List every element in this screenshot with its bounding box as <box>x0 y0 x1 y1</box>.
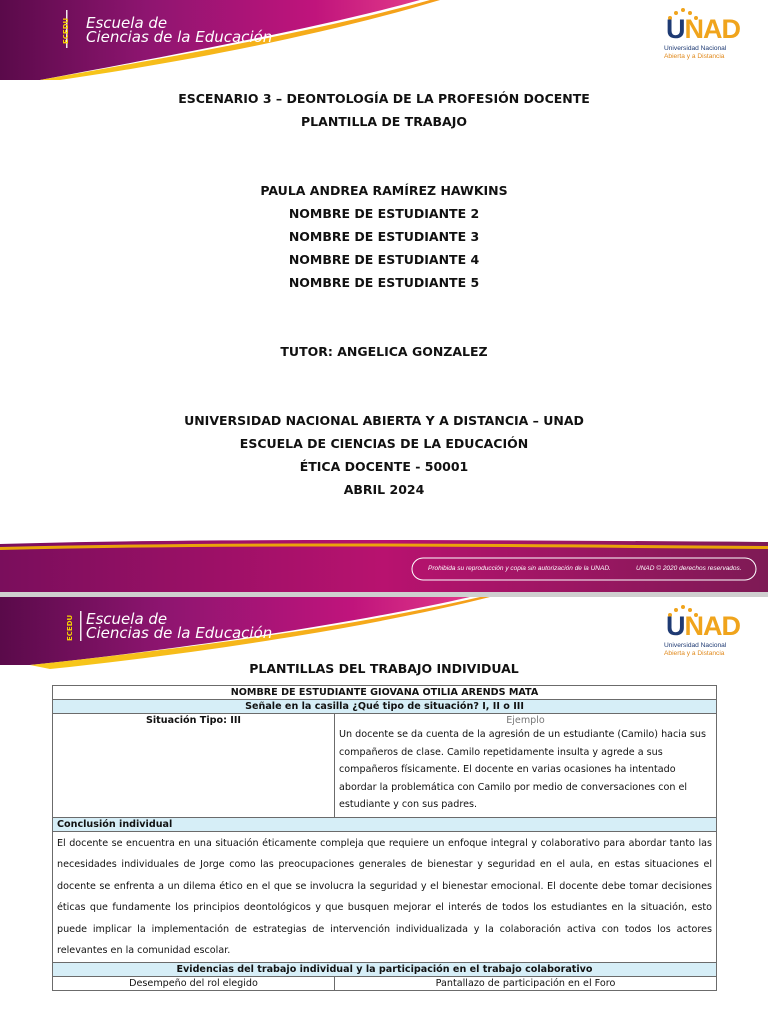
unad-logo <box>660 6 744 66</box>
school-name-line2: Ciencias de la Educación <box>86 624 273 642</box>
unad-logo <box>660 603 744 663</box>
logo-subtitle-2: Abierta y a Distancia <box>664 650 725 657</box>
course-name: ÉTICA DOCENTE - 50001 <box>299 459 469 474</box>
student-list <box>0 179 768 294</box>
situation-type-cell: Situación Tipo: III <box>53 714 335 818</box>
school-name-line1: Escuela de <box>86 14 168 32</box>
student-name: PAULA ANDREA RAMÍREZ HAWKINS <box>260 183 508 198</box>
example-text: Un docente se da cuenta de la agresión de un estudiante (Camilo) hacia sus compañeros de clase. Camilo repetidamente insulta y agrede a sus compañeros físicamente. El docente en varias ocasiones ha intentado abordar la problemática con Camilo por medio de conversaciones con el estudiante y con sus padres. <box>339 729 706 811</box>
role-performance-header: Desempeño del rol elegido <box>53 977 335 991</box>
individual-work-title: PLANTILLAS DEL TRABAJO INDIVIDUAL <box>249 661 519 676</box>
forum-screenshot-header: Pantallazo de participación en el Foro <box>335 977 717 991</box>
student-name: NOMBRE DE ESTUDIANTE 2 <box>288 206 480 221</box>
footer-notice: Prohibida su reproducción y copia sin autorización de la UNAD. <box>428 565 611 572</box>
student-name: NOMBRE DE ESTUDIANTE 4 <box>288 252 480 267</box>
ecedu-mark: ECEDU <box>66 614 74 641</box>
scenario-title: ESCENARIO 3 – DEONTOLOGÍA DE LA PROFESIÓN DOCENTE <box>178 91 590 106</box>
student-name: NOMBRE DE ESTUDIANTE 5 <box>288 275 480 290</box>
tutor-name: TUTOR: ANGELICA GONZALEZ <box>280 344 488 359</box>
work-template-table <box>52 685 717 991</box>
logo-subtitle-2: Abierta y a Distancia <box>664 53 725 60</box>
footer-copyright: UNAD © 2020 derechos reservados. <box>636 565 742 572</box>
logo-subtitle-1: Universidad Nacional <box>664 45 727 52</box>
conclusion-header: Conclusión individual <box>53 818 717 832</box>
school-name-line2: Ciencias de la Educación <box>86 28 273 46</box>
school-name-line1: Escuela de <box>86 610 168 628</box>
tutor-block <box>0 340 768 363</box>
example-cell <box>335 714 717 818</box>
logo-wordmark: UNAD <box>666 611 740 641</box>
cover-title <box>0 87 768 133</box>
template-title: PLANTILLA DE TRABAJO <box>301 114 467 129</box>
institution-block <box>0 409 768 501</box>
header-banner <box>0 0 560 80</box>
evidence-header: Evidencias del trabajo individual y la participación en el trabajo colaborativo <box>53 963 717 977</box>
logo-subtitle-1: Universidad Nacional <box>664 642 727 649</box>
ecedu-mark: ECEDU <box>62 17 70 44</box>
student-name: NOMBRE DE ESTUDIANTE 3 <box>288 229 480 244</box>
student-row: NOMBRE DE ESTUDIANTE GIOVANA OTILIA ARENDS MATA <box>53 686 717 700</box>
date: ABRIL 2024 <box>343 482 425 497</box>
conclusion-text: El docente se encuentra en una situación éticamente compleja que requiere un enfoque integral y colaborativo para abordar tanto las necesidades individuales de Jorge como las preocupaciones generales de bienestar y seguridad en el aula, en estas situaciones el docente se enfrenta a un dilema ético en el que se involucra la seguridad y el bienestar emocional. El docente debe tomar decisiones éticas que fundamente los principios deontológicos y que busquen mejorar el interés de todos los estudiantes en la situación, esto puede implicar la implementación de estrategias de intervención individualizada y la colaboración activa con todos los actores relevantes en la comunidad escolar. <box>53 832 717 963</box>
university-name: UNIVERSIDAD NACIONAL ABIERTA Y A DISTANCIA – UNAD <box>184 413 584 428</box>
individual-work-page <box>0 597 768 1024</box>
question-row: Señale en la casilla ¿Qué tipo de situación? I, II o III <box>53 700 717 714</box>
logo-wordmark: UNAD <box>666 14 740 44</box>
example-label: Ejemplo <box>506 715 545 726</box>
school-name: ESCUELA DE CIENCIAS DE LA EDUCACIÓN <box>239 436 529 451</box>
